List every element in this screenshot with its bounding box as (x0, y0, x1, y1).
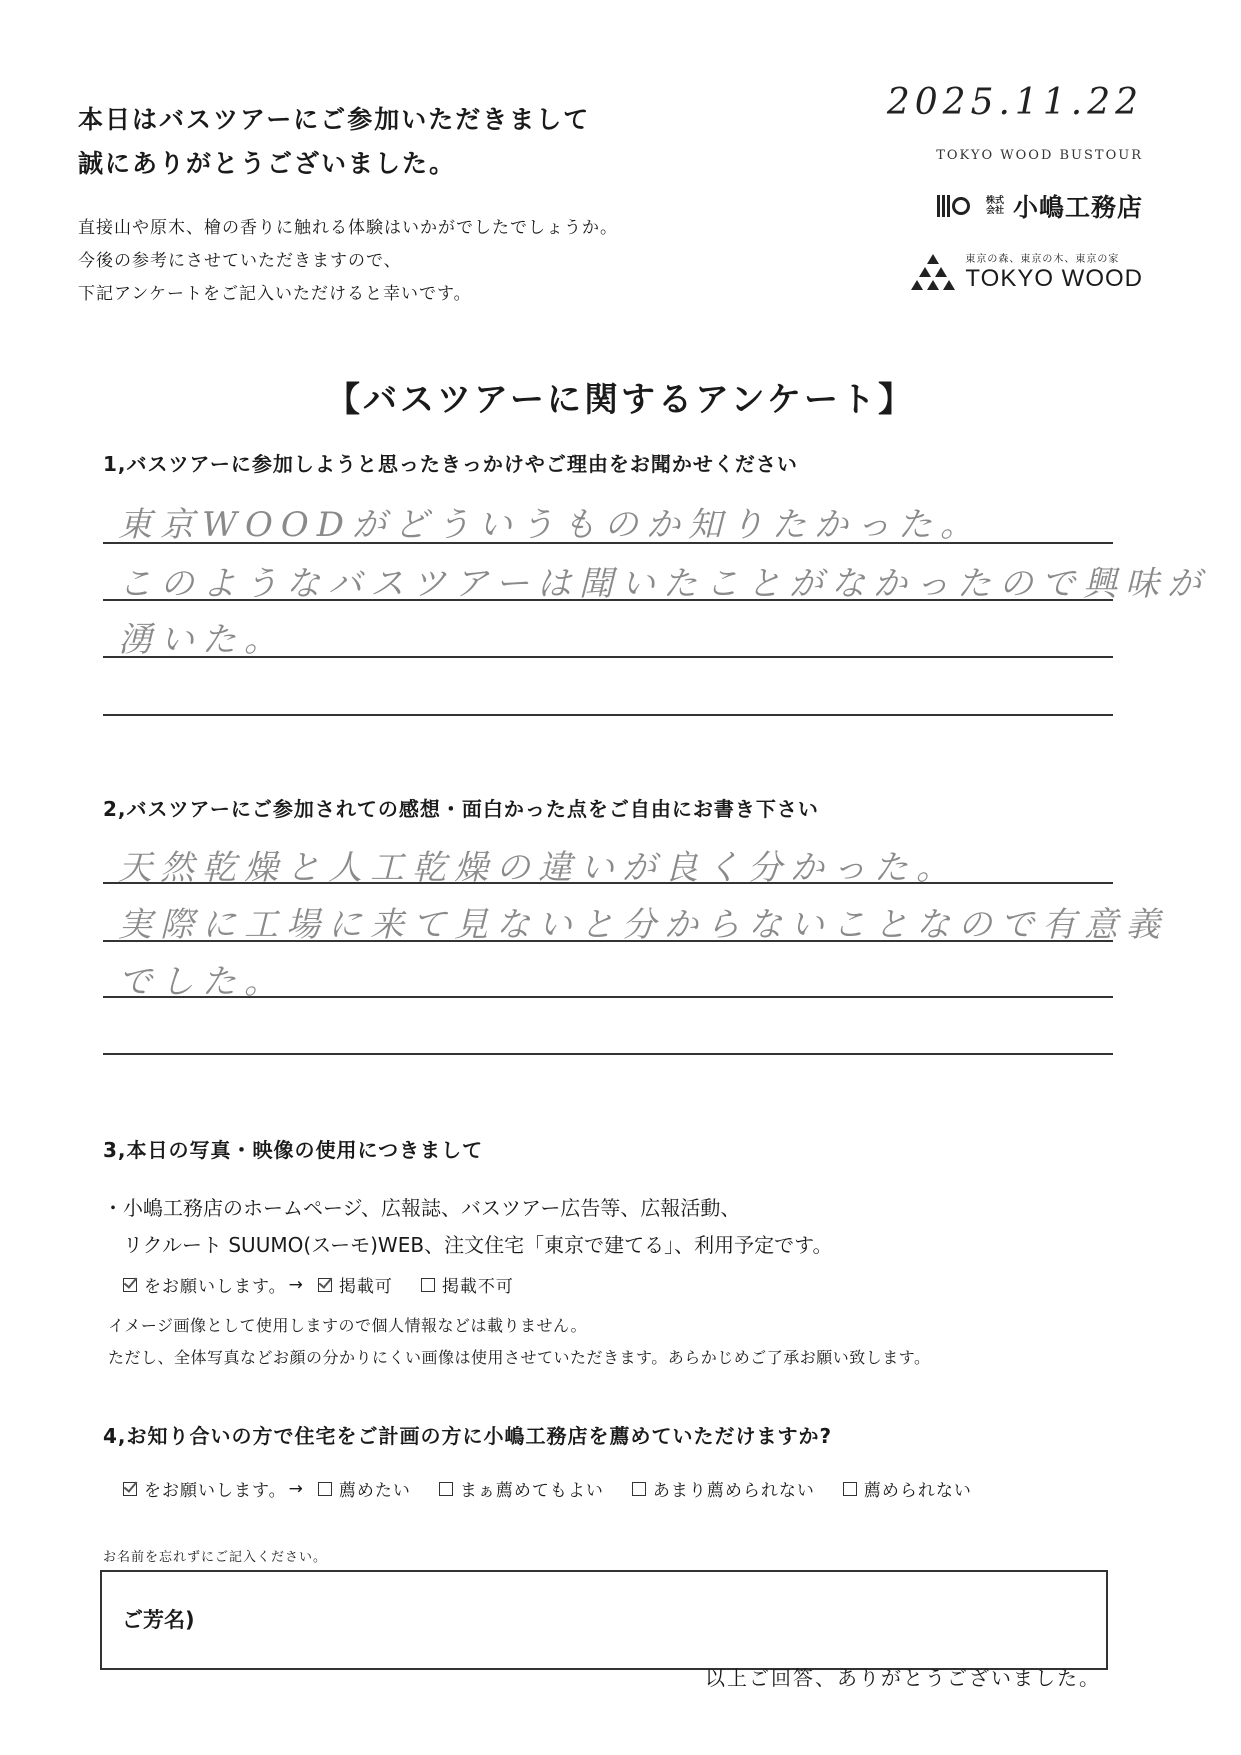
tour-name: TOKYO WOOD BUSTOUR (936, 148, 1143, 163)
q2-answer-rule (103, 940, 1113, 942)
triangles-icon (911, 254, 955, 290)
q1-answer-rule (103, 542, 1113, 544)
q1-answer-line-3[interactable]: 湧いた。 (118, 620, 286, 660)
q4-option-checkbox[interactable] (843, 1482, 857, 1496)
q4-option-label: 薦められない (863, 1481, 972, 1501)
name-label: ご芳名) (122, 1608, 195, 1632)
q4-label: 4,お知り合いの方で住宅をご計画の方に小嶋工務店を薦めていただけますか? (103, 1424, 833, 1448)
tokyo-wood-slogan: 東京の森、東京の木、東京の家 (965, 254, 1120, 265)
q3-instruction: をお願いします。 (144, 1277, 287, 1297)
name-field[interactable] (100, 1570, 1108, 1670)
greeting-line-1: 本日はバスツアーにご参加いただきまして (78, 105, 591, 134)
intro-line-1: 直接山や原木、檜の香りに触れる体験はいかがでしたでしょうか。 (78, 218, 618, 238)
q2-answer-rule (103, 996, 1113, 998)
q4-option-label: 薦めたい (338, 1481, 411, 1501)
q3-note-line-2: ただし、全体写真などお顔の分かりにくい画像は使用させていただきます。あらかじめご了承お願い致します。 (108, 1348, 931, 1367)
q4-instruction: をお願いします。 (144, 1481, 287, 1501)
q2-answer-rule (103, 882, 1113, 884)
q3-note-line-1: イメージ画像として使用しますので個人情報などは載りません。 (108, 1316, 587, 1335)
q4-option-recommend[interactable] (318, 1476, 411, 1501)
greeting (78, 98, 590, 186)
q3-label: 3,本日の写真・映像の使用につきまして (103, 1138, 484, 1162)
q3-usage-bullet (103, 1190, 832, 1264)
q4-options (123, 1476, 1000, 1501)
arrow-icon: → (288, 1478, 304, 1499)
intro-text (78, 212, 618, 311)
q1-label: 1,バスツアーに参加しようと思ったきっかけやご理由をお聞かせください (103, 452, 798, 476)
q4-option-label: あまり薦められない (652, 1481, 815, 1501)
q4-option-checkbox[interactable] (632, 1482, 646, 1496)
q3-option-deny[interactable] (421, 1272, 514, 1297)
survey-title: 【バスツアーに関するアンケート】 (326, 380, 915, 420)
q4-option-label: まぁ薦めてもよい (459, 1481, 604, 1501)
q3-usage-line-2: リクルート SUUMO(スーモ)WEB、注文住宅「東京で建てる」、利用予定です。 (123, 1233, 833, 1257)
intro-line-3: 下記アンケートをご記入いただけると幸いです。 (78, 284, 472, 304)
q2-answer-line-2[interactable]: 実際に工場に来て見ないと分からないことなので有意義 (118, 905, 1168, 945)
q4-option-not-really[interactable] (632, 1476, 815, 1501)
q1-answer-rule (103, 714, 1113, 716)
tokyo-wood-logo (911, 250, 1143, 293)
q1-answer-rule (103, 656, 1113, 658)
q2-answer-line-3[interactable]: でした。 (118, 962, 286, 1002)
q4-option-cannot[interactable] (843, 1476, 972, 1501)
q3-option-allow[interactable] (318, 1272, 393, 1297)
q2-answer-rule (103, 1053, 1113, 1055)
company-kaisha: 株式会社 (985, 196, 1004, 216)
q1-answer-line-2[interactable]: このようなバスツアーは聞いたことがなかったので興味が (118, 564, 1209, 604)
q3-notes (108, 1310, 930, 1374)
closing-message: 以上ご回答、ありがとうございました。 (705, 1666, 1101, 1690)
q4-option-somewhat[interactable] (439, 1476, 604, 1501)
q4-option-checkbox[interactable] (318, 1482, 332, 1496)
q2-label: 2,バスツアーにご参加されての感想・面白かった点をご自由にお書き下さい (103, 797, 819, 821)
q4-instruction-checkbox[interactable] (123, 1482, 137, 1496)
company-name: 小嶋工務店 (1012, 193, 1143, 222)
intro-line-2: 今後の参考にさせていただきますので、 (78, 251, 402, 271)
q3-instruction-checkbox[interactable] (123, 1278, 137, 1292)
q2-answer-line-1[interactable]: 天然乾燥と人工乾燥の違いが良く分かった。 (118, 848, 958, 888)
q3-deny-checkbox[interactable] (421, 1278, 435, 1292)
q3-deny-label: 掲載不可 (441, 1277, 514, 1297)
company-mark-icon (937, 195, 977, 217)
arrow-icon: → (288, 1274, 304, 1295)
name-reminder: お名前を忘れずにご記入ください。 (103, 1550, 328, 1565)
q3-options (123, 1272, 542, 1297)
q1-answer-line-1[interactable]: 東京WOODがどういうものか知りたかった。 (118, 505, 982, 545)
q4-option-checkbox[interactable] (439, 1482, 453, 1496)
q3-allow-label: 掲載可 (338, 1277, 393, 1297)
bullet-dot: ・ (103, 1196, 123, 1220)
event-date: 2025.11.22 (886, 82, 1143, 123)
tokyo-wood-brand: TOKYO WOOD (965, 265, 1143, 292)
company-logo (937, 188, 1143, 224)
q1-answer-rule (103, 599, 1113, 601)
greeting-line-2: 誠にありがとうございました。 (78, 149, 457, 178)
q3-usage-line-1: 小嶋工務店のホームページ、広報誌、バスツアー広告等、広報活動、 (123, 1196, 741, 1220)
q3-allow-checkbox[interactable] (318, 1278, 332, 1292)
